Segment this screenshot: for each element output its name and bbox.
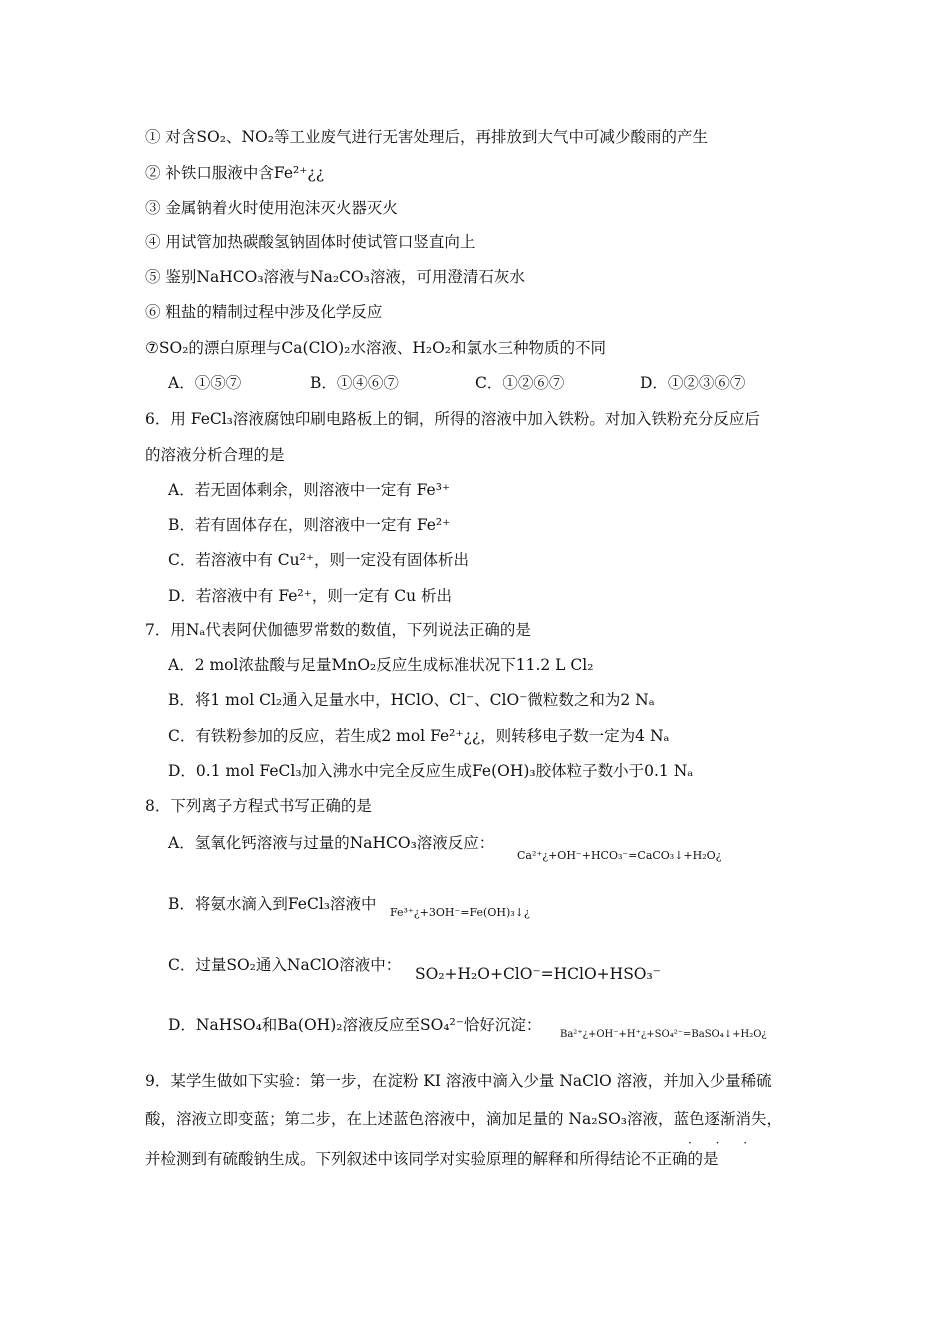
- q6-stem-line1: 6．用 FeCl₃溶液腐蚀印刷电路板上的铜，所得的溶液中加入铁粉。对加入铁粉充分反应后: [145, 410, 760, 428]
- q8-stem: 8．下列离子方程式书写正确的是: [145, 797, 372, 815]
- q5-option-c[interactable]: C．①②⑥⑦: [475, 374, 565, 392]
- q7-stem: 7．用Nₐ代表阿伏伽德罗常数的数值，下列说法正确的是: [145, 621, 531, 639]
- q6-option-a[interactable]: A．若无固体剩余，则溶液中一定有 Fe³⁺: [168, 481, 451, 499]
- q9-line3: 并检测到有硫酸钠生成。下列叙述中该同学对实验原理的解释和所得结论不正确的是: [145, 1150, 719, 1168]
- q8-option-b[interactable]: B．将氨水滴入到FeCl₃溶液中: [168, 895, 377, 913]
- q6-option-b[interactable]: B．若有固体存在，则溶液中一定有 Fe²⁺: [168, 516, 451, 534]
- q8-option-d-equation: Ba²⁺¿+OH⁻+H⁺¿+SO₄²⁻=BaSO₄↓+H₂O¿: [560, 1029, 767, 1040]
- q7-option-c[interactable]: C．有铁粉参加的反应，若生成2 mol Fe²⁺¿¿，则转移电子数一定为4 Nₐ: [168, 727, 670, 745]
- q6-option-c[interactable]: C．若溶液中有 Cu²⁺，则一定没有固体析出: [168, 551, 470, 569]
- q9-line2: 酸，溶液立即变蓝；第二步，在上述蓝色溶液中，滴加足量的 Na₂SO₃溶液，蓝色逐渐消失，: [145, 1110, 782, 1128]
- q6-stem-line2: 的溶液分析合理的是: [145, 446, 285, 464]
- statement-7: ⑦SO₂的漂白原理与Ca(ClO)₂水溶液、H₂O₂和氯水三种物质的不同: [145, 339, 607, 357]
- q7-option-a[interactable]: A．2 mol浓盐酸与足量MnO₂反应生成标准状况下11.2 L Cl₂: [168, 656, 594, 674]
- q7-option-d[interactable]: D．0.1 mol FeCl₃加入沸水中完全反应生成Fe(OH)₃胶体粒子数小于0.1 Nₐ: [168, 762, 694, 780]
- q6-option-d[interactable]: D．若溶液中有 Fe²⁺，则一定有 Cu 析出: [168, 587, 453, 605]
- statement-5: ⑤ 鉴别NaHCO₃溶液与Na₂CO₃溶液，可用澄清石灰水: [145, 268, 525, 286]
- statement-1: ① 对含SO₂、NO₂等工业废气进行无害处理后，再排放到大气中可减少酸雨的产生: [145, 128, 708, 146]
- q8-option-d[interactable]: D．NaHSO₄和Ba(OH)₂溶液反应至SO₄²⁻恰好沉淀：: [168, 1016, 542, 1034]
- q5-option-d[interactable]: D．①②③⑥⑦: [640, 374, 746, 392]
- statement-6: ⑥ 粗盐的精制过程中涉及化学反应: [145, 303, 383, 321]
- q8-option-c[interactable]: C．过量SO₂通入NaClO溶液中：: [168, 956, 402, 974]
- q5-option-a[interactable]: A．①⑤⑦: [168, 374, 242, 392]
- q8-option-a[interactable]: A．氢氧化钙溶液与过量的NaHCO₃溶液反应：: [168, 834, 495, 852]
- statement-3: ③ 金属钠着火时使用泡沫灭火器灭火: [145, 199, 398, 217]
- emphasis-dots: · · ·: [688, 1136, 758, 1150]
- q8-option-b-equation: Fe³⁺¿+3OH⁻=Fe(OH)₃↓¿: [390, 906, 530, 919]
- q5-option-b[interactable]: B．①④⑥⑦: [310, 374, 399, 392]
- statement-4: ④ 用试管加热碳酸氢钠固体时使试管口竖直向上: [145, 233, 476, 251]
- statement-2: ② 补铁口服液中含Fe²⁺¿¿: [145, 164, 325, 182]
- q8-option-c-equation: SO₂+H₂O+ClO⁻=HClO+HSO₃⁻: [415, 965, 661, 983]
- q7-option-b[interactable]: B．将1 mol Cl₂通入足量水中，HClO、Cl⁻、ClO⁻微粒数之和为2 Nₐ: [168, 691, 655, 709]
- q9-line1: 9．某学生做如下实验：第一步，在淀粉 KI 溶液中滴入少量 NaClO 溶液，并加入少量稀硫: [145, 1072, 772, 1090]
- q8-option-a-equation: Ca²⁺¿+OH⁻+HCO₃⁻=CaCO₃↓+H₂O¿: [517, 849, 722, 862]
